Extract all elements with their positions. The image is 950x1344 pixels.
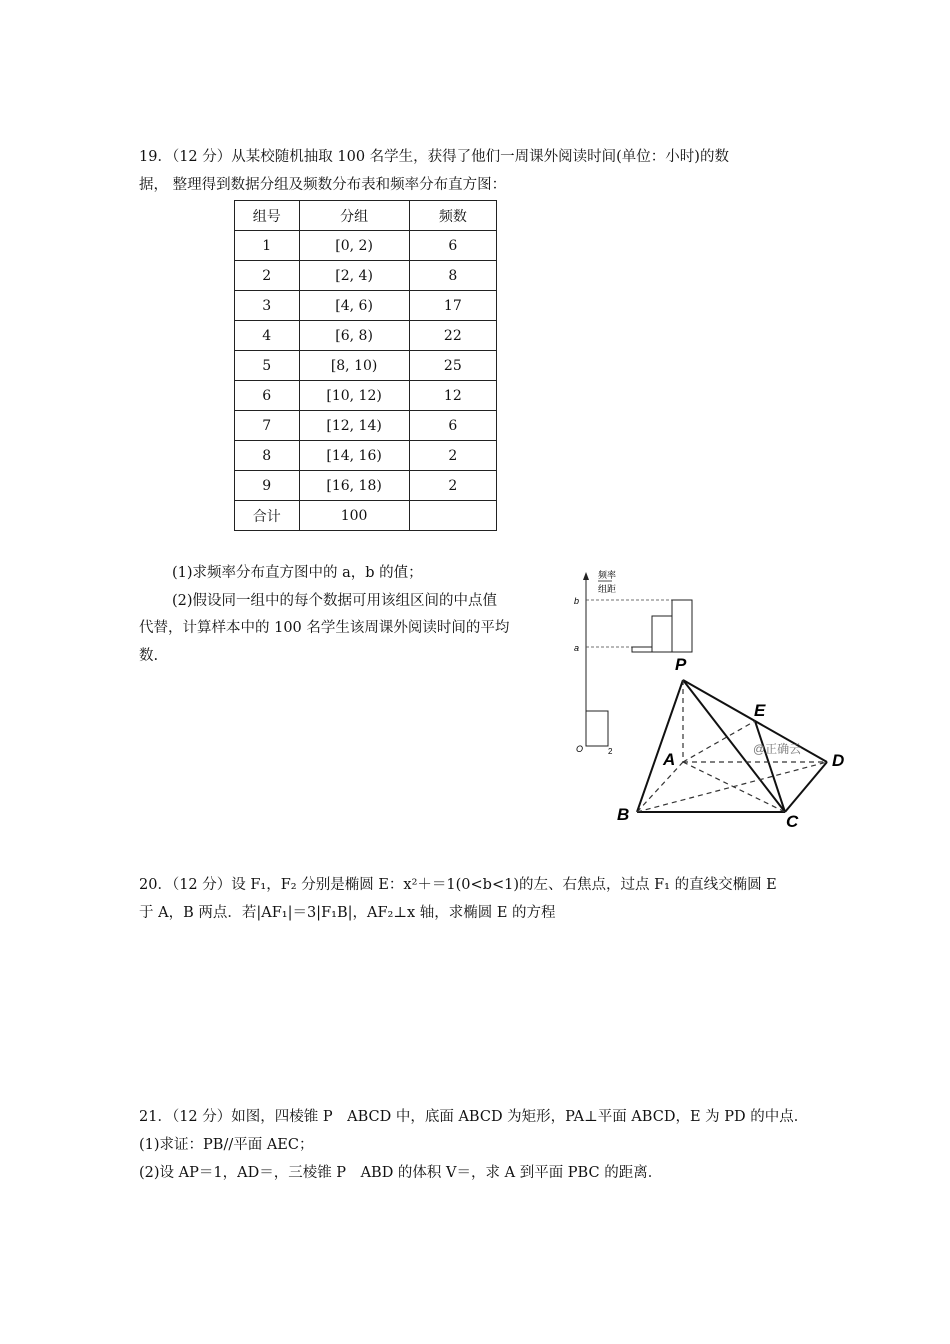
table-row [235, 411, 497, 441]
histogram-bar [652, 616, 672, 652]
table-row [235, 291, 497, 321]
table-cell: 4 [235, 321, 300, 351]
table-cell: [16, 18) [299, 471, 409, 501]
table-cell: 2 [409, 441, 496, 471]
q20-line-1: 20．（12 分）设 F₁，F₂ 分别是椭圆 E：x²＋＝1(0<b<1)的左、右焦点，过点 F₁ 的直线交椭圆 E [139, 877, 777, 893]
watermark: @正确云 [753, 742, 802, 756]
q21-line-2: (1)求证：PB//平面 AEC； [139, 1137, 314, 1153]
label-C: C [786, 812, 799, 830]
table-cell: [0, 2) [299, 231, 409, 261]
histogram-tick-b: b [574, 596, 580, 606]
histogram-bar [672, 600, 692, 652]
table-cell: 合计 [235, 501, 300, 531]
frequency-table [234, 200, 497, 531]
table-header: 分组 [299, 201, 409, 231]
q19-part-2-line-3: 数. [139, 648, 159, 664]
q19-part-2-line-2: 代替，计算样本中的 100 名学生该周课外阅读时间的平均 [139, 620, 510, 636]
histogram-origin: O [576, 744, 584, 754]
table-cell: 8 [409, 261, 496, 291]
table-row [235, 441, 497, 471]
table-cell: 5 [235, 351, 300, 381]
table-cell: [14, 16) [299, 441, 409, 471]
table-header: 组号 [235, 201, 300, 231]
table-cell: [4, 6) [299, 291, 409, 321]
edge-BD [637, 762, 827, 812]
q19-line-2: 据， 整理得到数据分组及频数分布表和频率分布直方图： [139, 177, 507, 193]
table-cell: 7 [235, 411, 300, 441]
table-cell: [2, 4) [299, 261, 409, 291]
table-row [235, 471, 497, 501]
label-E: E [754, 701, 766, 720]
table-row-total [235, 501, 497, 531]
table-header: 频数 [409, 201, 496, 231]
q20-line-2: 于 A，B 两点．若|AF₁|＝3|F₁B|，AF₂⊥x 轴，求椭圆 E 的方程 [139, 905, 556, 921]
histogram-x-tick: 2 [608, 747, 613, 756]
histogram-ylabel-bottom: 组距 [598, 584, 617, 594]
q19-part-2-line-1: (2)假设同一组中的每个数据可用该组区间的中点值 [172, 593, 498, 609]
histogram-y-arrow-icon [583, 572, 589, 580]
table-cell: 9 [235, 471, 300, 501]
label-A: A [663, 750, 676, 769]
histogram-tick-a: a [574, 643, 580, 653]
table-cell: 100 [299, 501, 409, 531]
label-D: D [832, 751, 845, 770]
table-row [235, 231, 497, 261]
q19-part-1: (1)求频率分布直方图中的 a，b 的值； [172, 565, 423, 581]
table-cell: 1 [235, 231, 300, 261]
label-P: P [675, 655, 687, 674]
q21-line-3: (2)设 AP＝1，AD＝，三棱锥 P ABD 的体积 V＝，求 A 到平面 PBC 的距离． [139, 1165, 663, 1181]
pyramid-figure [605, 650, 865, 830]
edge-AB [637, 762, 683, 812]
table-header-row [235, 201, 497, 231]
table-row [235, 381, 497, 411]
table-cell: 22 [409, 321, 496, 351]
table-cell: 25 [409, 351, 496, 381]
table-cell: 3 [235, 291, 300, 321]
table-cell: [6, 8) [299, 321, 409, 351]
histogram-ylabel-top: 频率 [598, 570, 617, 580]
table-cell: 6 [409, 411, 496, 441]
table-cell: [12, 14) [299, 411, 409, 441]
table-cell [409, 501, 496, 531]
q21-line-1: 21．（12 分）如图，四棱锥 P ABCD 中，底面 ABCD 为矩形，PA⊥平面 ABCD，E 为 PD 的中点． [139, 1109, 809, 1125]
table-cell: 12 [409, 381, 496, 411]
table-cell: 6 [235, 381, 300, 411]
table-cell: 6 [409, 231, 496, 261]
table-row [235, 321, 497, 351]
table-cell: 2 [235, 261, 300, 291]
q19-line-1: 19．（12 分）从某校随机抽取 100 名学生，获得了他们一周课外阅读时间(单位：小时)的数 [139, 149, 729, 165]
edge-CD [785, 762, 827, 812]
edge-PB [637, 680, 683, 812]
table-row [235, 261, 497, 291]
table-row [235, 351, 497, 381]
table-cell: 8 [235, 441, 300, 471]
label-B: B [617, 805, 630, 824]
table-cell: 2 [409, 471, 496, 501]
table-cell: [8, 10) [299, 351, 409, 381]
table-cell: [10, 12) [299, 381, 409, 411]
table-cell: 17 [409, 291, 496, 321]
